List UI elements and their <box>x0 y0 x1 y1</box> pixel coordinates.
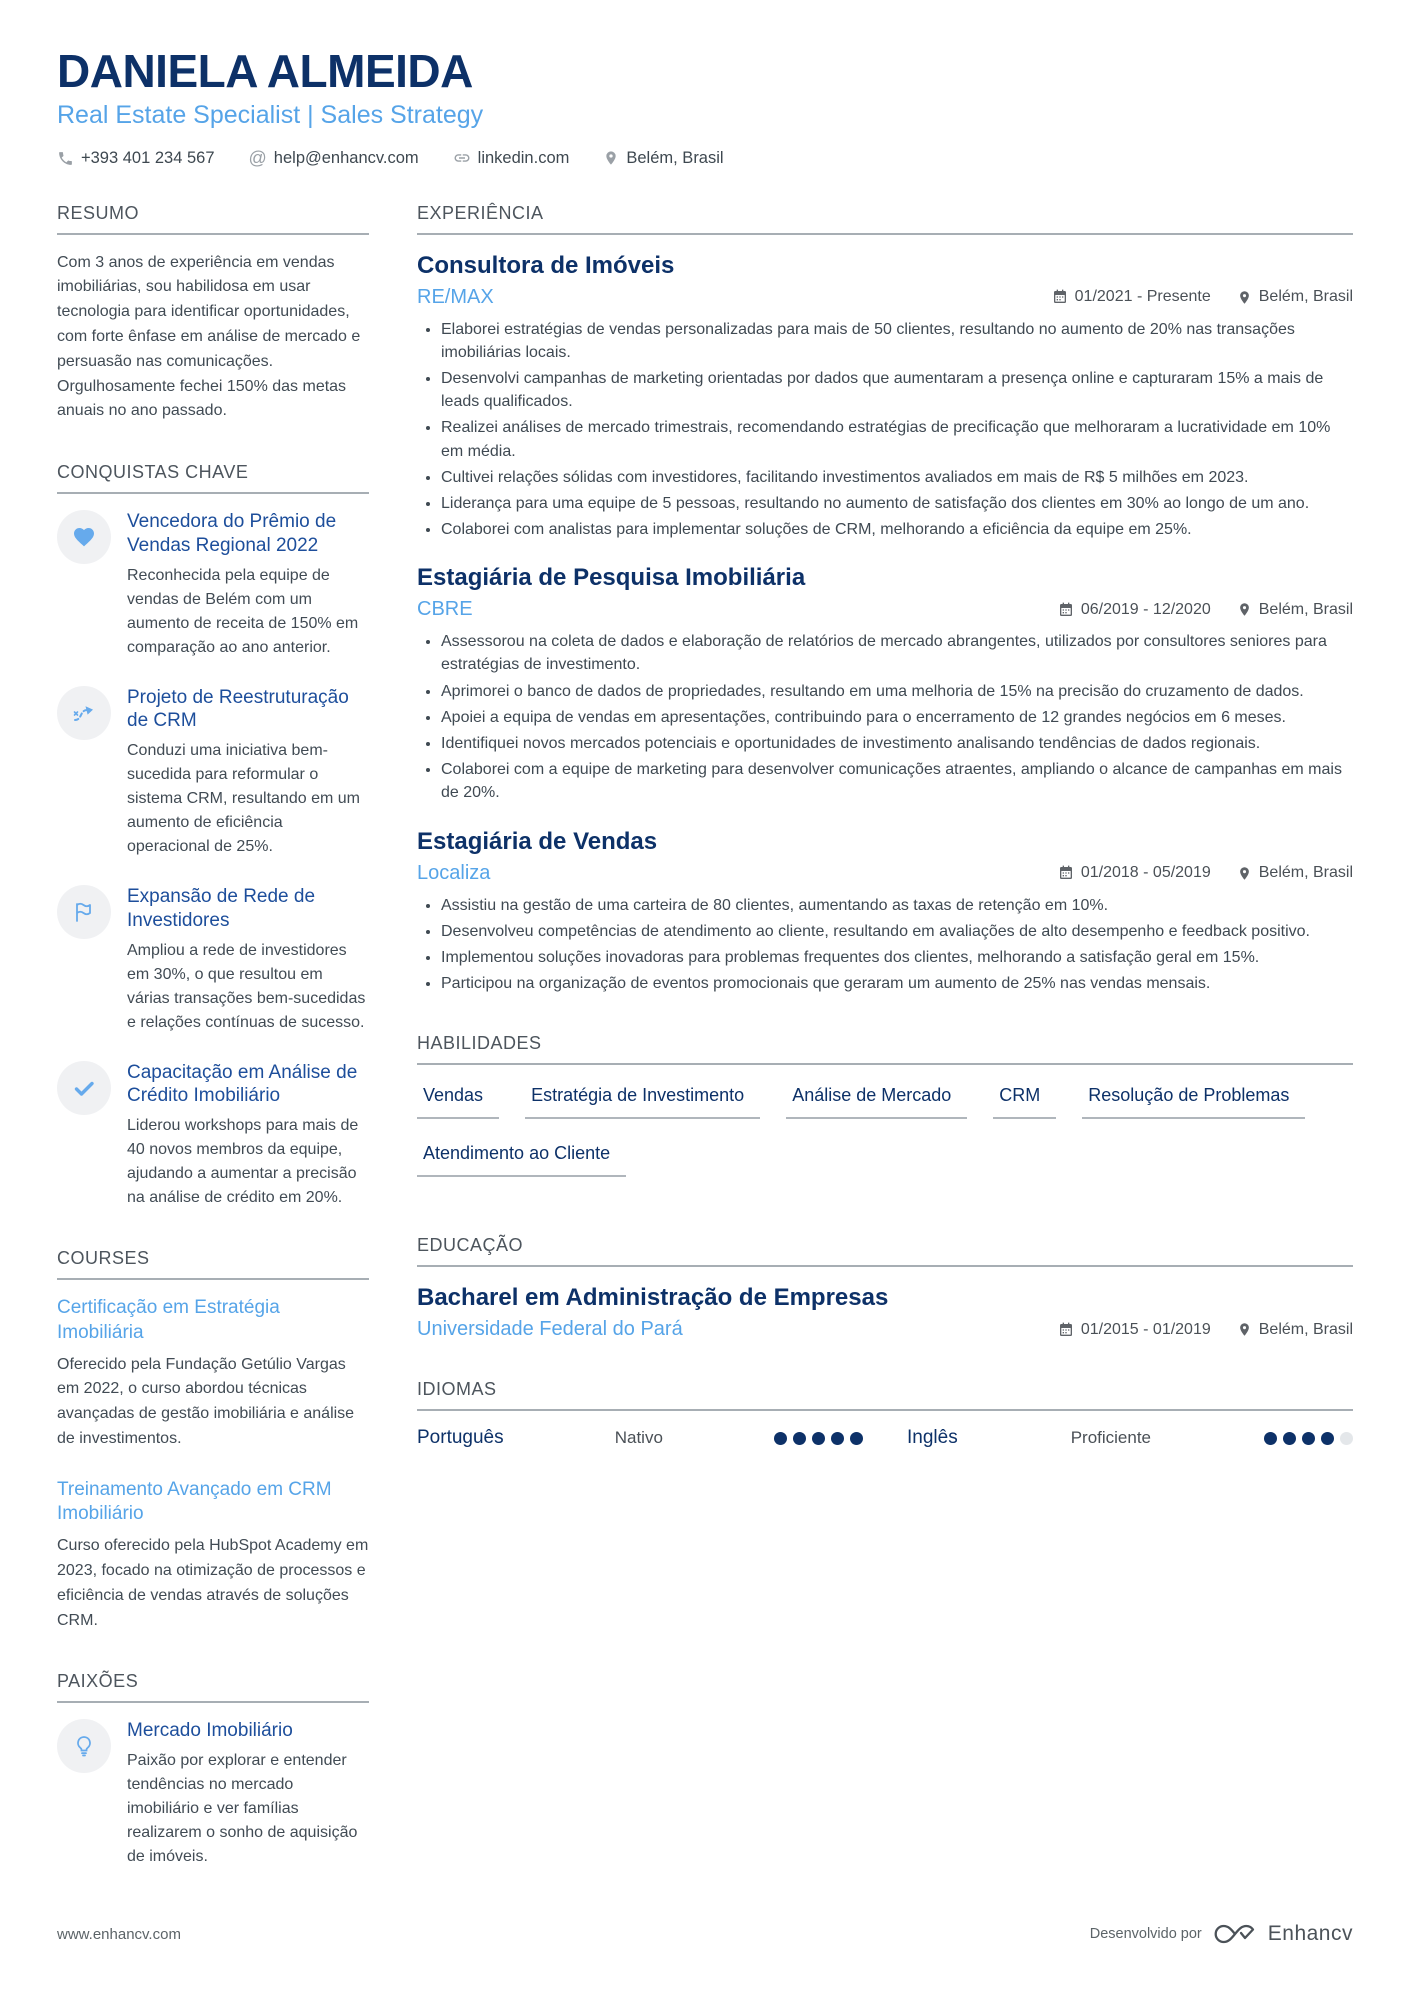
experience-heading: EXPERIÊNCIA <box>417 203 1353 235</box>
courses-heading: COURSES <box>57 1248 369 1280</box>
achievement-item <box>57 510 369 660</box>
job-bullet: • Colaborei com analistas para implementar soluções de CRM, melhorando a eficiência da equipe em 25%. <box>441 518 1353 541</box>
skill-tag: Resolução de Problemas <box>1082 1081 1305 1119</box>
languages-list <box>417 1427 1353 1449</box>
education-entry <box>417 1283 1353 1341</box>
enhancv-logo-icon <box>1212 1921 1258 1947</box>
course-item <box>57 1478 369 1634</box>
job-bullet: • Realizei análises de mercado trimestrais, recomendando estratégias de precificação que melhoraram a lucratividade em 10% em média. <box>441 416 1353 462</box>
header <box>57 46 1353 169</box>
job-bullet: • Participou na organização de eventos promocionais que geraram um aumento de 25% nas vendas mensais. <box>441 972 1353 995</box>
skills-list <box>417 1081 1353 1197</box>
job-entry <box>417 251 1353 542</box>
language-name: Português <box>417 1427 504 1449</box>
education-dates: 01/2015 - 01/2019 <box>1058 1321 1211 1339</box>
check-icon <box>57 1061 111 1115</box>
achievement-text: Ampliou a rede de investidores em 30%, o que resultou em várias transações bem-sucedidas e relações contínuas de sucesso. <box>127 941 366 1031</box>
job-bullet: • Colaborei com a equipe de marketing para desenvolver comunicações atraentes, ampliando o alcance de campanhas em mais de 20%. <box>441 758 1353 804</box>
job-dates: 06/2019 - 12/2020 <box>1058 601 1211 619</box>
achievement-title: Expansão de Rede de Investidores <box>127 886 316 931</box>
job-bullets <box>417 630 1353 804</box>
education-section <box>417 1235 1353 1341</box>
right-column <box>417 203 1353 1895</box>
at-icon: @ <box>248 147 267 168</box>
company-name: Localiza <box>417 861 491 884</box>
footer-brand <box>1090 1921 1353 1947</box>
phone-contact <box>57 149 215 168</box>
job-bullets <box>417 318 1353 542</box>
location-text: Belém, Brasil <box>626 148 724 167</box>
job-entry <box>417 563 1353 804</box>
job-bullet: • Desenvolvi campanhas de marketing orientadas por dados que aumentaram a presença online e capturaram 15% a mais de leads qualificados. <box>441 367 1353 413</box>
passion-text: Paixão por explorar e entender tendências no mercado imobiliário e ver famílias realizarem o sonho de aquisição de imóveis. <box>127 1752 358 1866</box>
achievement-item <box>57 1061 369 1211</box>
paixoes-heading: PAIXÕES <box>57 1671 369 1703</box>
achievement-title: Projeto de Reestruturação de CRM <box>127 686 349 732</box>
skill-tag: Vendas <box>417 1081 499 1119</box>
company-name: CBRE <box>417 598 473 621</box>
skills-section <box>417 1033 1353 1197</box>
paixoes-section <box>57 1671 369 1869</box>
job-title: Estagiária de Pesquisa Imobiliária <box>417 564 806 592</box>
skill-tag: Estratégia de Investimento <box>525 1081 760 1119</box>
language-item <box>907 1427 1353 1449</box>
achievement-title: Vencedora do Prêmio de Vendas Regional 2022 <box>127 511 337 556</box>
job-bullet: • Apoiei a equipa de vendas em apresentações, contribuindo para o encerramento de 12 grandes negócios em 6 meses. <box>441 706 1353 729</box>
language-item <box>417 1427 863 1449</box>
footer-site-link[interactable]: www.enhancv.com <box>57 1925 181 1943</box>
person-name: DANIELA ALMEIDA <box>57 45 473 97</box>
phone-number: +393 401 234 567 <box>81 148 215 167</box>
resumo-section <box>57 203 369 425</box>
job-bullet: • Aprimorei o banco de dados de propriedades, resultando em uma melhoria de 15% na precisão do cruzamento de dados. <box>441 680 1353 703</box>
job-location: Belém, Brasil <box>1237 601 1353 619</box>
email-contact[interactable] <box>249 148 419 169</box>
job-bullet: • Elaborei estratégias de vendas personalizadas para mais de 50 clientes, resultando no aumento de 20% nas transações imobiliárias locais. <box>441 318 1353 364</box>
location-pin-icon <box>1237 1322 1252 1337</box>
job-title: Estagiária de Vendas <box>417 827 658 855</box>
contact-row <box>57 148 1353 169</box>
achievement-text: Liderou workshops para mais de 40 novos membros da equipe, ajudando a aumentar a precisão na análise de crédito em 20%. <box>127 1117 359 1207</box>
job-bullet: • Identifiquei novos mercados potenciais e oportunidades de investimento analisando tendências de dados regionais. <box>441 732 1353 755</box>
language-dots <box>1264 1432 1353 1445</box>
skills-heading: HABILIDADES <box>417 1033 1353 1065</box>
course-text: Oferecido pela Fundação Getúlio Vargas em 2022, o curso abordou técnicas avançadas de gestão imobiliária e análise de investimentos. <box>57 1355 355 1447</box>
resumo-text: Com 3 anos de experiência em vendas imobiliárias, sou habilidosa em usar tecnologia para identificar oportunidades, com forte ênfase em análise de mercado e persuasão nas comunicações. Orgulhosamente fechei 150% das metas anuais no ano passado. <box>57 253 361 420</box>
job-bullet: • Implementou soluções inovadoras para problemas frequentes dos clientes, melhorando a satisfação geral em 15%. <box>441 946 1353 969</box>
bulb-icon <box>57 1719 111 1773</box>
course-title: Treinamento Avançado em CRM Imobiliário <box>57 1478 332 1525</box>
achievement-text: Reconhecida pela equipe de vendas de Belém com um aumento de receita de 150% em comparação ao ano anterior. <box>127 566 359 656</box>
email-address[interactable]: help@enhancv.com <box>273 148 419 167</box>
school-name: Universidade Federal do Pará <box>417 1318 683 1341</box>
skill-tag: Análise de Mercado <box>786 1081 967 1119</box>
job-bullets <box>417 894 1353 996</box>
skill-tag: CRM <box>993 1081 1056 1119</box>
course-item <box>57 1296 369 1452</box>
headline: Real Estate Specialist | Sales Strategy <box>57 100 484 129</box>
job-title: Consultora de Imóveis <box>417 251 675 279</box>
linkedin-contact[interactable] <box>453 149 570 168</box>
language-level: Proficiente <box>1070 1428 1152 1448</box>
job-dates: 01/2021 - Presente <box>1052 288 1211 306</box>
job-bullet: • Assessorou na coleta de dados e elaboração de relatórios de mercado abrangentes, utilizados por consultores seniores para estratégias de investimento. <box>441 630 1353 676</box>
calendar-icon <box>1058 865 1074 881</box>
skill-tag: Atendimento ao Cliente <box>417 1139 626 1177</box>
phone-icon <box>57 150 74 167</box>
link-icon <box>453 149 471 167</box>
route-icon <box>57 686 111 740</box>
courses-section <box>57 1248 369 1633</box>
location-pin-icon <box>1237 290 1252 305</box>
footer <box>57 1921 1353 1947</box>
course-title: Certificação em Estratégia Imobiliária <box>57 1297 280 1343</box>
course-text: Curso oferecido pela HubSpot Academy em 2023, focado na otimização de processos e eficiência de vendas através de soluções CRM. <box>57 1537 369 1629</box>
achievement-title: Capacitação em Análise de Crédito Imobiliário <box>127 1061 358 1107</box>
company-name: RE/MAX <box>417 285 494 308</box>
job-bullet: • Cultivei relações sólidas com investidores, facilitando investimentos avaliados em mais de R$ 5 milhões em 2023. <box>441 466 1353 489</box>
education-heading: EDUCAÇÃO <box>417 1235 1353 1267</box>
left-column <box>57 203 369 1895</box>
flag-icon <box>57 885 111 939</box>
language-dots <box>774 1432 863 1445</box>
job-location: Belém, Brasil <box>1237 288 1353 306</box>
passion-title: Mercado Imobiliário <box>127 1720 293 1742</box>
conquistas-section <box>57 462 369 1210</box>
enhancv-brand-text: Enhancv <box>1267 1922 1353 1945</box>
languages-section <box>417 1379 1353 1449</box>
calendar-icon <box>1052 289 1068 305</box>
degree-title: Bacharel em Administração de Empresas <box>417 1284 889 1312</box>
achievement-item <box>57 885 369 1035</box>
calendar-icon <box>1058 602 1074 618</box>
job-bullet: • Liderança para uma equipe de 5 pessoas, resultando no aumento de satisfação dos clientes em 30% ao longo de um ano. <box>441 492 1353 515</box>
location-pin-icon <box>1237 602 1252 617</box>
conquistas-heading: CONQUISTAS CHAVE <box>57 462 369 494</box>
developed-by-label: Desenvolvido por <box>1089 1926 1202 1942</box>
passion-item <box>57 1719 369 1869</box>
job-entry <box>417 827 1353 996</box>
location-pin-icon <box>1237 866 1252 881</box>
location-contact <box>603 149 723 168</box>
calendar-icon <box>1058 1322 1074 1338</box>
language-name: Inglês <box>907 1427 958 1449</box>
experience-section <box>417 203 1353 996</box>
achievement-text: Conduzi uma iniciativa bem-sucedida para reformular o sistema CRM, resultando em um aumento de eficiência operacional de 25%. <box>127 742 360 856</box>
language-level: Nativo <box>614 1428 663 1448</box>
resumo-heading: RESUMO <box>57 203 369 235</box>
heart-icon <box>57 510 111 564</box>
job-bullet: • Assistiu na gestão de uma carteira de 80 clientes, aumentando as taxas de retenção em 10%. <box>441 894 1353 917</box>
job-location: Belém, Brasil <box>1237 864 1353 882</box>
job-dates: 01/2018 - 05/2019 <box>1058 864 1211 882</box>
education-location: Belém, Brasil <box>1237 1321 1353 1339</box>
location-pin-icon <box>603 150 619 166</box>
linkedin-url[interactable]: linkedin.com <box>477 148 570 167</box>
languages-heading: IDIOMAS <box>417 1379 1353 1411</box>
job-bullet: • Desenvolveu competências de atendimento ao cliente, resultando em avaliações de alto desempenho e feedback positivo. <box>441 920 1353 943</box>
achievement-item <box>57 686 369 860</box>
